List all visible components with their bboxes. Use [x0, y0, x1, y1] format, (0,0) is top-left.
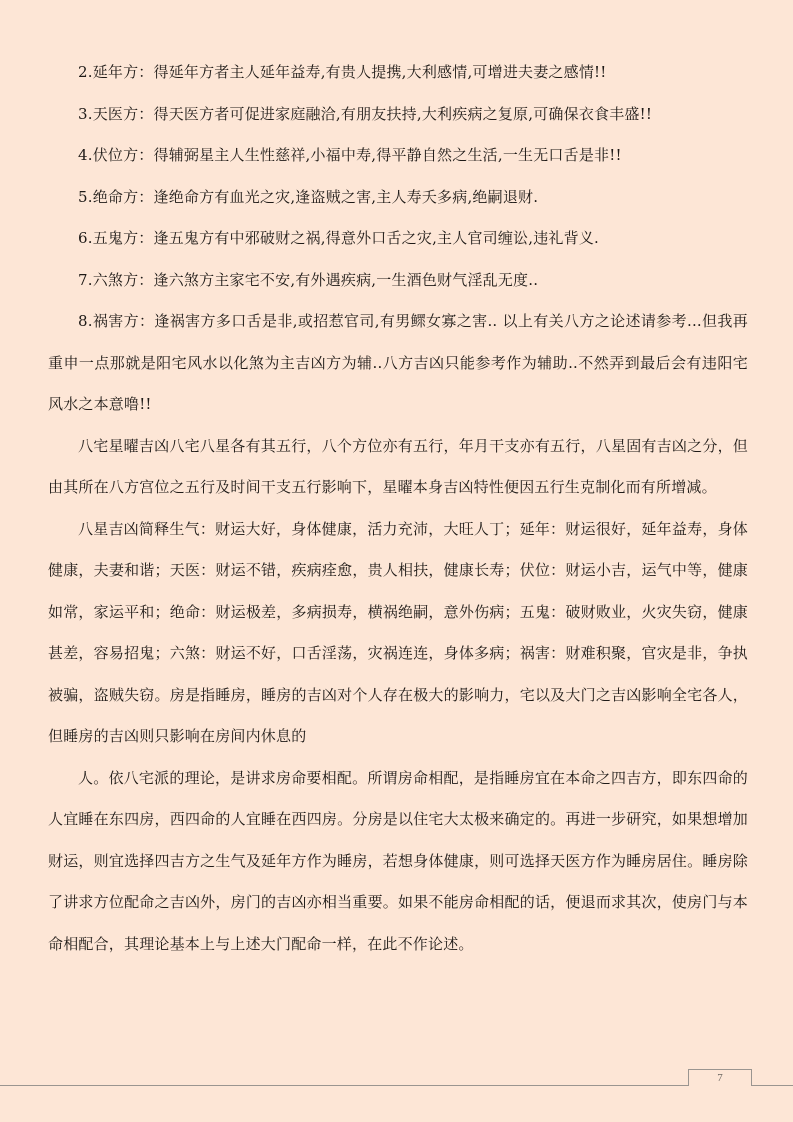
paragraph-huohai: 8.祸害方：逢祸害方多口舌是非,或招惹官司,有男鳏女寡之害.. 以上有关八方之论述请参考...但我再重申一点那就是阳宅风水以化煞为主吉凶方为辅..八方吉凶只能参考作为辅助..不然弄到最后会有违阳宅风水之本意噜!! [48, 312, 748, 413]
paragraph-baxing-jianshi: 八星吉凶简释生气：财运大好，身体健康，活力充沛，大旺人丁；延年：财运很好，延年益寿，身体健康，夫妻和谐；天医：财运不错，疾病痊愈，贵人相扶，健康长寿；伏位：财运小吉，运气中等，健康如常，家运平和；绝命：财运极差，多病损寿，横祸绝嗣，意外伤病；五鬼：破财败业，火灾失窃，健康甚差，容易招鬼；六煞：财运不好，口舌淫荡，灾祸连连，身体多病；祸害：财难积聚，官灾是非，争执被骗，盗贼失窃。房是指睡房，睡房的吉凶对个人存在极大的影响力，宅以及大门之吉凶影响全宅各人，但睡房的吉凶则只影响在房间内休息的 [48, 519, 748, 745]
paragraph-jueming: 5.绝命方：逢绝命方有血光之灾,逢盗贼之害,主人寿夭多病,绝嗣退财. [78, 187, 539, 206]
document-body [48, 52, 748, 965]
paragraph-wugui: 6.五鬼方：逢五鬼方有中邪破财之祸,得意外口舌之灾,主人官司缠讼,违礼背义. [78, 229, 599, 247]
page-number: 7 [688, 1069, 752, 1086]
paragraph-fuwei: 4.伏位方：得辅弼星主人生性慈祥,小福中寿,得平静自然之生活,一生无口舌是非!! [78, 146, 622, 164]
paragraph-liusha: 7.六煞方：逢六煞方主家宅不安,有外遇疾病,一生酒色财气淫乱无度.. [78, 270, 539, 289]
footer-rule [0, 1085, 793, 1086]
paragraph-yannian: 2.延年方：得延年方者主人延年益寿,有贵人提携,大利感情,可增进夫妻之感情!! [78, 63, 607, 81]
paragraph-bazhai-xingyao: 八宅星曜吉凶八宅八星各有其五行，八个方位亦有五行，年月干支亦有五行，八星固有吉凶之分，但由其所在八方宫位之五行及时间干支五行影响下，星曜本身吉凶特性便因五行生克制化而有所增减。 [48, 436, 748, 496]
paragraph-tianyi: 3.天医方：得天医方者可促进家庭融洽,有朋友扶持,大利疾病之复原,可确保衣食丰盛!! [78, 104, 653, 123]
paragraph-fangming-xiangpei: 人。依八宅派的理论，是讲求房命要相配。所谓房命相配，是指睡房宜在本命之四吉方，即东四命的人宜睡在东四房，西四命的人宜睡在西四房。分房是以住宅大太极来确定的。再进一步研究，如果想增加财运，则宜选择四吉方之生气及延年方作为睡房，若想身体健康，则可选择天医方作为睡房居住。睡房除了讲求方位配命之吉凶外，房门的吉凶亦相当重要。如果不能房命相配的话，便退而求其次，使房门与本命相配合，其理论基本上与上述大门配命一样，在此不作论述。 [48, 768, 748, 953]
